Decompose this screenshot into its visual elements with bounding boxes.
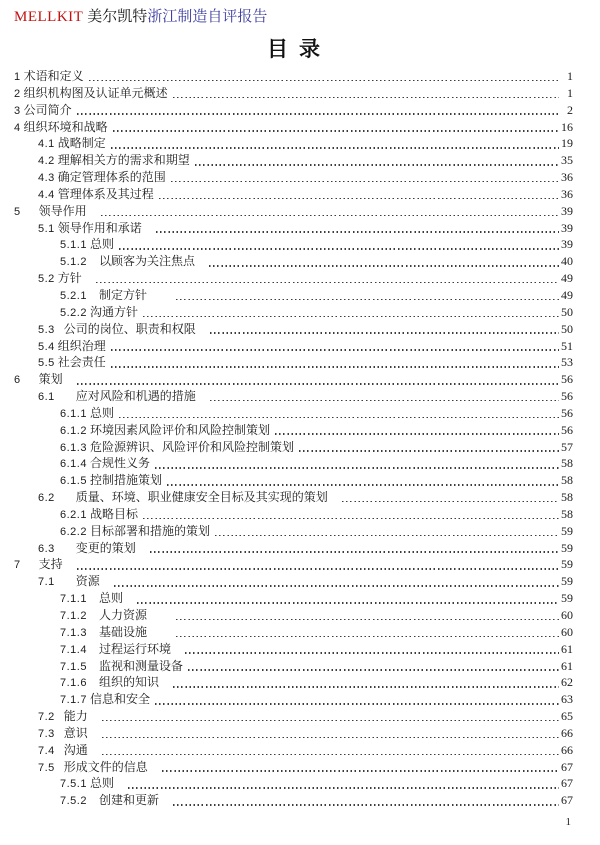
toc-page-number: 19	[561, 136, 573, 151]
toc-entry-title: 领导作用和承诺	[54, 220, 154, 235]
toc-page-number: 60	[561, 608, 573, 622]
toc-entry-title: 变更的策划	[54, 540, 148, 555]
toc-page-number: 39	[561, 237, 573, 252]
toc-dot-leader	[77, 383, 559, 385]
toc-entry	[38, 321, 573, 338]
toc-entry-number: 4	[14, 121, 21, 134]
toc-entry	[60, 439, 573, 456]
toc-page-number: 58	[561, 473, 573, 488]
toc-entry	[60, 253, 573, 270]
toc-page-number: 39	[561, 203, 573, 218]
toc-entry-title: 制定方针	[86, 287, 174, 302]
toc-entry	[60, 506, 573, 523]
toc-entry-title: 人力资源	[86, 608, 174, 622]
toc-entry-title: 合规性义务	[86, 456, 153, 471]
toc-page-number: 58	[561, 456, 573, 471]
document-header	[14, 8, 573, 26]
toc-entry	[38, 270, 573, 287]
toc-dot-leader	[102, 737, 559, 739]
toc-entry	[38, 186, 573, 203]
toc-page-number: 63	[561, 692, 573, 707]
toc-page-number: 1	[567, 85, 573, 100]
toc-entry-title: 组织治理	[54, 338, 109, 353]
toc-entry	[38, 220, 573, 237]
toc-page-number: 59	[561, 557, 573, 572]
toc-entry-number: 6.1.5	[60, 475, 87, 488]
toc-page-number: 67	[561, 759, 573, 774]
toc-page-number: 39	[561, 220, 573, 235]
toc-entry	[60, 641, 573, 658]
toc-entry-title: 组织环境和战略	[20, 119, 111, 134]
toc-dot-leader	[77, 113, 559, 115]
toc-entry	[60, 236, 573, 253]
toc-entry-number: 6.1.4	[60, 458, 87, 471]
toc-dot-leader	[102, 754, 559, 756]
toc-dot-leader	[159, 198, 559, 200]
toc-page-number: 58	[561, 490, 573, 505]
toc-page-number: 62	[561, 675, 573, 690]
toc-page-number: 56	[561, 405, 573, 420]
toc-entry-number: 5.1	[38, 222, 55, 235]
toc-page-number: 66	[561, 742, 573, 757]
toc-page-number: 67	[561, 793, 573, 808]
toc-entry	[60, 607, 573, 624]
toc-entry-number: 7.1.6	[60, 677, 87, 690]
toc-entry-number: 6.3	[38, 542, 55, 555]
toc-entry-title: 支持	[20, 557, 75, 572]
toc-page-number: 36	[561, 170, 573, 185]
toc-dot-leader	[143, 316, 559, 318]
toc-entry-number: 5.4	[38, 340, 55, 353]
toc-entry-number: 7.5.1	[60, 778, 87, 791]
toc-entry-number: 5.2	[38, 273, 55, 286]
page-title: 目录	[267, 37, 331, 61]
toc-page-number: 56	[561, 422, 573, 437]
toc-page-number: 53	[561, 355, 573, 370]
toc-entry-number: 6.1.1	[60, 407, 87, 420]
toc-page-number: 1	[567, 69, 573, 83]
toc-entry-title: 危险源辨识、风险评价和风险控制策划	[86, 439, 297, 454]
toc-entry-number: 6	[14, 374, 21, 387]
header-doc-title: 浙江制造自评报告	[147, 9, 268, 25]
toc-entry-title: 组织的知识	[86, 675, 171, 690]
toc-entry-number: 5.2.2	[60, 306, 87, 319]
toc-entry-title: 环境因素风险评价和风险控制策划	[86, 422, 273, 437]
toc-page-number: 49	[561, 271, 573, 286]
toc-entry	[38, 573, 573, 590]
toc-entry	[60, 674, 573, 691]
toc-page-number: 51	[561, 338, 573, 353]
toc-entry-number: 7.1.3	[60, 626, 87, 639]
toc-entry	[38, 725, 573, 742]
toc-page-number: 49	[561, 287, 573, 302]
toc-entry	[14, 556, 573, 573]
toc-entry	[60, 287, 573, 304]
toc-dot-leader	[167, 484, 559, 486]
toc-entry	[60, 422, 573, 439]
toc-entry	[38, 489, 573, 506]
toc-entry-number: 6.1.3	[60, 441, 87, 454]
toc-entry-number: 7.2	[38, 711, 55, 724]
toc-entry-title: 术语和定义	[20, 69, 87, 83]
toc-dot-leader	[114, 585, 559, 587]
toc-entry-number: 7.1.4	[60, 643, 87, 656]
toc-entry-title: 沟通	[54, 742, 100, 757]
toc-dot-leader	[210, 332, 559, 334]
toc-entry-title: 公司简介	[20, 102, 75, 117]
toc-page-number: 59	[561, 540, 573, 555]
toc-entry-title: 战略制定	[54, 136, 109, 151]
toc-page-number: 61	[561, 658, 573, 673]
toc-entry-number: 7.1.1	[60, 593, 87, 606]
toc-entry	[38, 759, 573, 776]
toc-entry-title: 形成文件的信息	[54, 759, 160, 774]
toc-entry-title: 总则	[86, 776, 126, 791]
toc-entry-number: 4.1	[38, 138, 55, 151]
toc-entry	[38, 338, 573, 355]
toc-dot-leader	[215, 535, 559, 537]
toc-entry-title: 理解相关方的需求和期望	[54, 153, 193, 168]
toc-entry-number: 5	[14, 205, 21, 218]
toc-entry-title: 控制措施策划	[86, 473, 165, 488]
toc-page-number: 59	[561, 591, 573, 606]
toc-entry-title: 资源	[54, 574, 112, 589]
toc-entry-number: 2	[14, 87, 21, 100]
toc-entry-title: 总则	[86, 237, 117, 252]
toc-entry	[14, 203, 573, 220]
toc-entry-title: 应对风险和机遇的措施	[54, 389, 208, 404]
toc-dot-leader	[119, 417, 559, 419]
toc-entry-number: 1	[14, 71, 21, 83]
toc-list	[14, 68, 573, 809]
toc-page-number: 50	[561, 304, 573, 319]
toc-dot-leader	[128, 787, 559, 789]
toc-page-number: 59	[561, 523, 573, 538]
toc-entry	[38, 169, 573, 186]
toc-page-number: 16	[561, 119, 573, 134]
toc-entry	[38, 135, 573, 152]
toc-dot-leader	[188, 669, 559, 671]
toc-entry-title: 组织机构图及认证单元概述	[20, 85, 171, 100]
toc-entry-title: 社会责任	[54, 355, 109, 370]
toc-entry-number: 5.1.1	[60, 239, 87, 252]
toc-dot-leader	[173, 686, 559, 688]
toc-page-number: 56	[561, 372, 573, 387]
toc-entry	[38, 708, 573, 725]
toc-dot-leader	[155, 703, 559, 705]
toc-page-number: 59	[561, 574, 573, 589]
toc-entry	[60, 405, 573, 422]
toc-entry-title: 意识	[54, 725, 100, 740]
toc-dot-leader	[111, 366, 559, 368]
toc-page-number: 57	[561, 439, 573, 454]
toc-dot-leader	[185, 652, 559, 654]
toc-entry	[60, 455, 573, 472]
toc-dot-leader	[171, 181, 559, 183]
toc-page-number: 2	[567, 102, 573, 117]
toc-entry-title: 确定管理体系的范围	[54, 170, 169, 185]
toc-entry	[60, 304, 573, 321]
toc-entry-number: 7.1.7	[60, 694, 87, 707]
toc-page-number: 56	[561, 389, 573, 404]
toc-dot-leader	[275, 433, 559, 435]
toc-dot-leader	[77, 568, 559, 570]
toc-dot-leader	[143, 518, 559, 520]
toc-dot-leader	[101, 215, 559, 217]
toc-entry-number: 7.4	[38, 744, 55, 757]
toc-entry-title: 以顾客为关注焦点	[86, 254, 207, 269]
toc-entry-title: 目标部署和措施的策划	[86, 523, 213, 538]
toc-entry-title: 过程运行环境	[86, 641, 183, 656]
toc-entry	[38, 540, 573, 557]
toc-entry	[60, 775, 573, 792]
toc-entry-number: 7.1.2	[60, 610, 87, 622]
toc-dot-leader	[176, 299, 559, 301]
toc-dot-leader	[113, 130, 559, 132]
toc-dot-leader	[173, 97, 559, 99]
toc-entry	[38, 742, 573, 759]
toc-dot-leader	[89, 80, 559, 82]
toc-entry	[60, 658, 573, 675]
toc-entry-title: 公司的岗位、职责和权限	[54, 321, 208, 336]
toc-page-number: 50	[561, 321, 573, 336]
toc-entry-title: 基础设施	[86, 624, 174, 639]
toc-entry-number: 4.3	[38, 172, 55, 185]
toc-entry	[14, 102, 573, 119]
toc-entry-title: 战略目标	[86, 506, 141, 521]
toc-entry-number: 5.3	[38, 323, 55, 336]
toc-page-number: 67	[561, 776, 573, 791]
toc-dot-leader	[173, 804, 559, 806]
toc-entry-number: 3	[14, 104, 21, 117]
toc-page-number: 36	[561, 186, 573, 201]
toc-dot-leader	[102, 720, 559, 722]
toc-entry	[60, 523, 573, 540]
toc-entry-number: 7.5	[38, 761, 55, 774]
toc-page-number: 40	[561, 254, 573, 269]
toc-entry-number: 5.5	[38, 357, 55, 370]
toc-entry	[60, 590, 573, 607]
toc-entry-number: 7.5.2	[60, 795, 87, 808]
toc-entry	[60, 691, 573, 708]
toc-page-number: 60	[561, 624, 573, 639]
toc-entry-title: 沟通方针	[86, 304, 141, 319]
toc-page-number: 65	[561, 709, 573, 724]
brand-logo-text: MELLKIT	[14, 9, 88, 25]
toc-entry	[60, 624, 573, 641]
toc-entry-title: 总则	[86, 591, 135, 606]
toc-entry-number: 6.2.2	[60, 525, 87, 538]
toc-dot-leader	[96, 282, 559, 284]
toc-entry-number: 7	[14, 559, 21, 572]
toc-entry	[14, 119, 573, 136]
toc-dot-leader	[155, 467, 559, 469]
toc-dot-leader	[119, 248, 559, 250]
toc-page-number: 61	[561, 641, 573, 656]
toc-dot-leader	[111, 349, 559, 351]
toc-entry-number: 6.2	[38, 492, 55, 505]
toc-entry	[60, 792, 573, 809]
toc-entry-number: 6.1	[38, 391, 55, 404]
toc-page-number: 58	[561, 506, 573, 521]
toc-entry-title: 总则	[86, 405, 117, 420]
toc-entry-title: 能力	[54, 709, 100, 724]
toc-entry-number: 6.2.1	[60, 508, 87, 521]
toc-dot-leader	[156, 231, 559, 233]
toc-dot-leader	[111, 147, 559, 149]
toc-dot-leader	[209, 265, 559, 267]
toc-page-number: 66	[561, 725, 573, 740]
toc-entry-number: 7.3	[38, 727, 55, 740]
toc-dot-leader	[176, 636, 559, 638]
toc-entry-title: 监视和测量设备	[86, 658, 186, 673]
toc-entry-title: 管理体系及其过程	[54, 186, 157, 201]
toc-dot-leader	[150, 551, 559, 553]
toc-entry-title: 信息和安全	[86, 692, 153, 707]
toc-dot-leader	[176, 619, 559, 621]
toc-dot-leader	[342, 501, 559, 503]
toc-entry-title: 策划	[20, 372, 75, 387]
toc-entry	[14, 85, 573, 102]
toc-entry	[38, 388, 573, 405]
toc-entry	[14, 371, 573, 388]
toc-entry-number: 5.2.1	[60, 289, 87, 302]
toc-entry-number: 7.1	[38, 576, 55, 589]
toc-entry-number: 5.1.2	[60, 256, 87, 269]
toc-entry-title: 领导作用	[20, 203, 99, 218]
toc-dot-leader	[195, 164, 559, 166]
toc-entry-number: 6.1.2	[60, 424, 87, 437]
toc-entry-number: 7.1.5	[60, 660, 87, 673]
toc-entry	[38, 354, 573, 371]
footer-page-number: 1	[565, 816, 571, 828]
toc-entry-number: 4.2	[38, 155, 55, 168]
toc-entry	[38, 152, 573, 169]
toc-dot-leader	[162, 770, 559, 772]
toc-dot-leader	[299, 450, 559, 452]
toc-entry	[14, 68, 573, 85]
toc-entry	[60, 472, 573, 489]
toc-entry-title: 方针	[54, 271, 94, 286]
toc-entry-number: 4.4	[38, 188, 55, 201]
toc-page-number: 35	[561, 153, 573, 168]
toc-dot-leader	[210, 400, 559, 402]
toc-dot-leader	[137, 602, 559, 604]
brand-chinese-name: 美尔凯特	[87, 9, 148, 25]
toc-entry-title: 质量、环境、职业健康安全目标及其实现的策划	[54, 490, 340, 505]
toc-entry-title: 创建和更新	[86, 793, 171, 808]
